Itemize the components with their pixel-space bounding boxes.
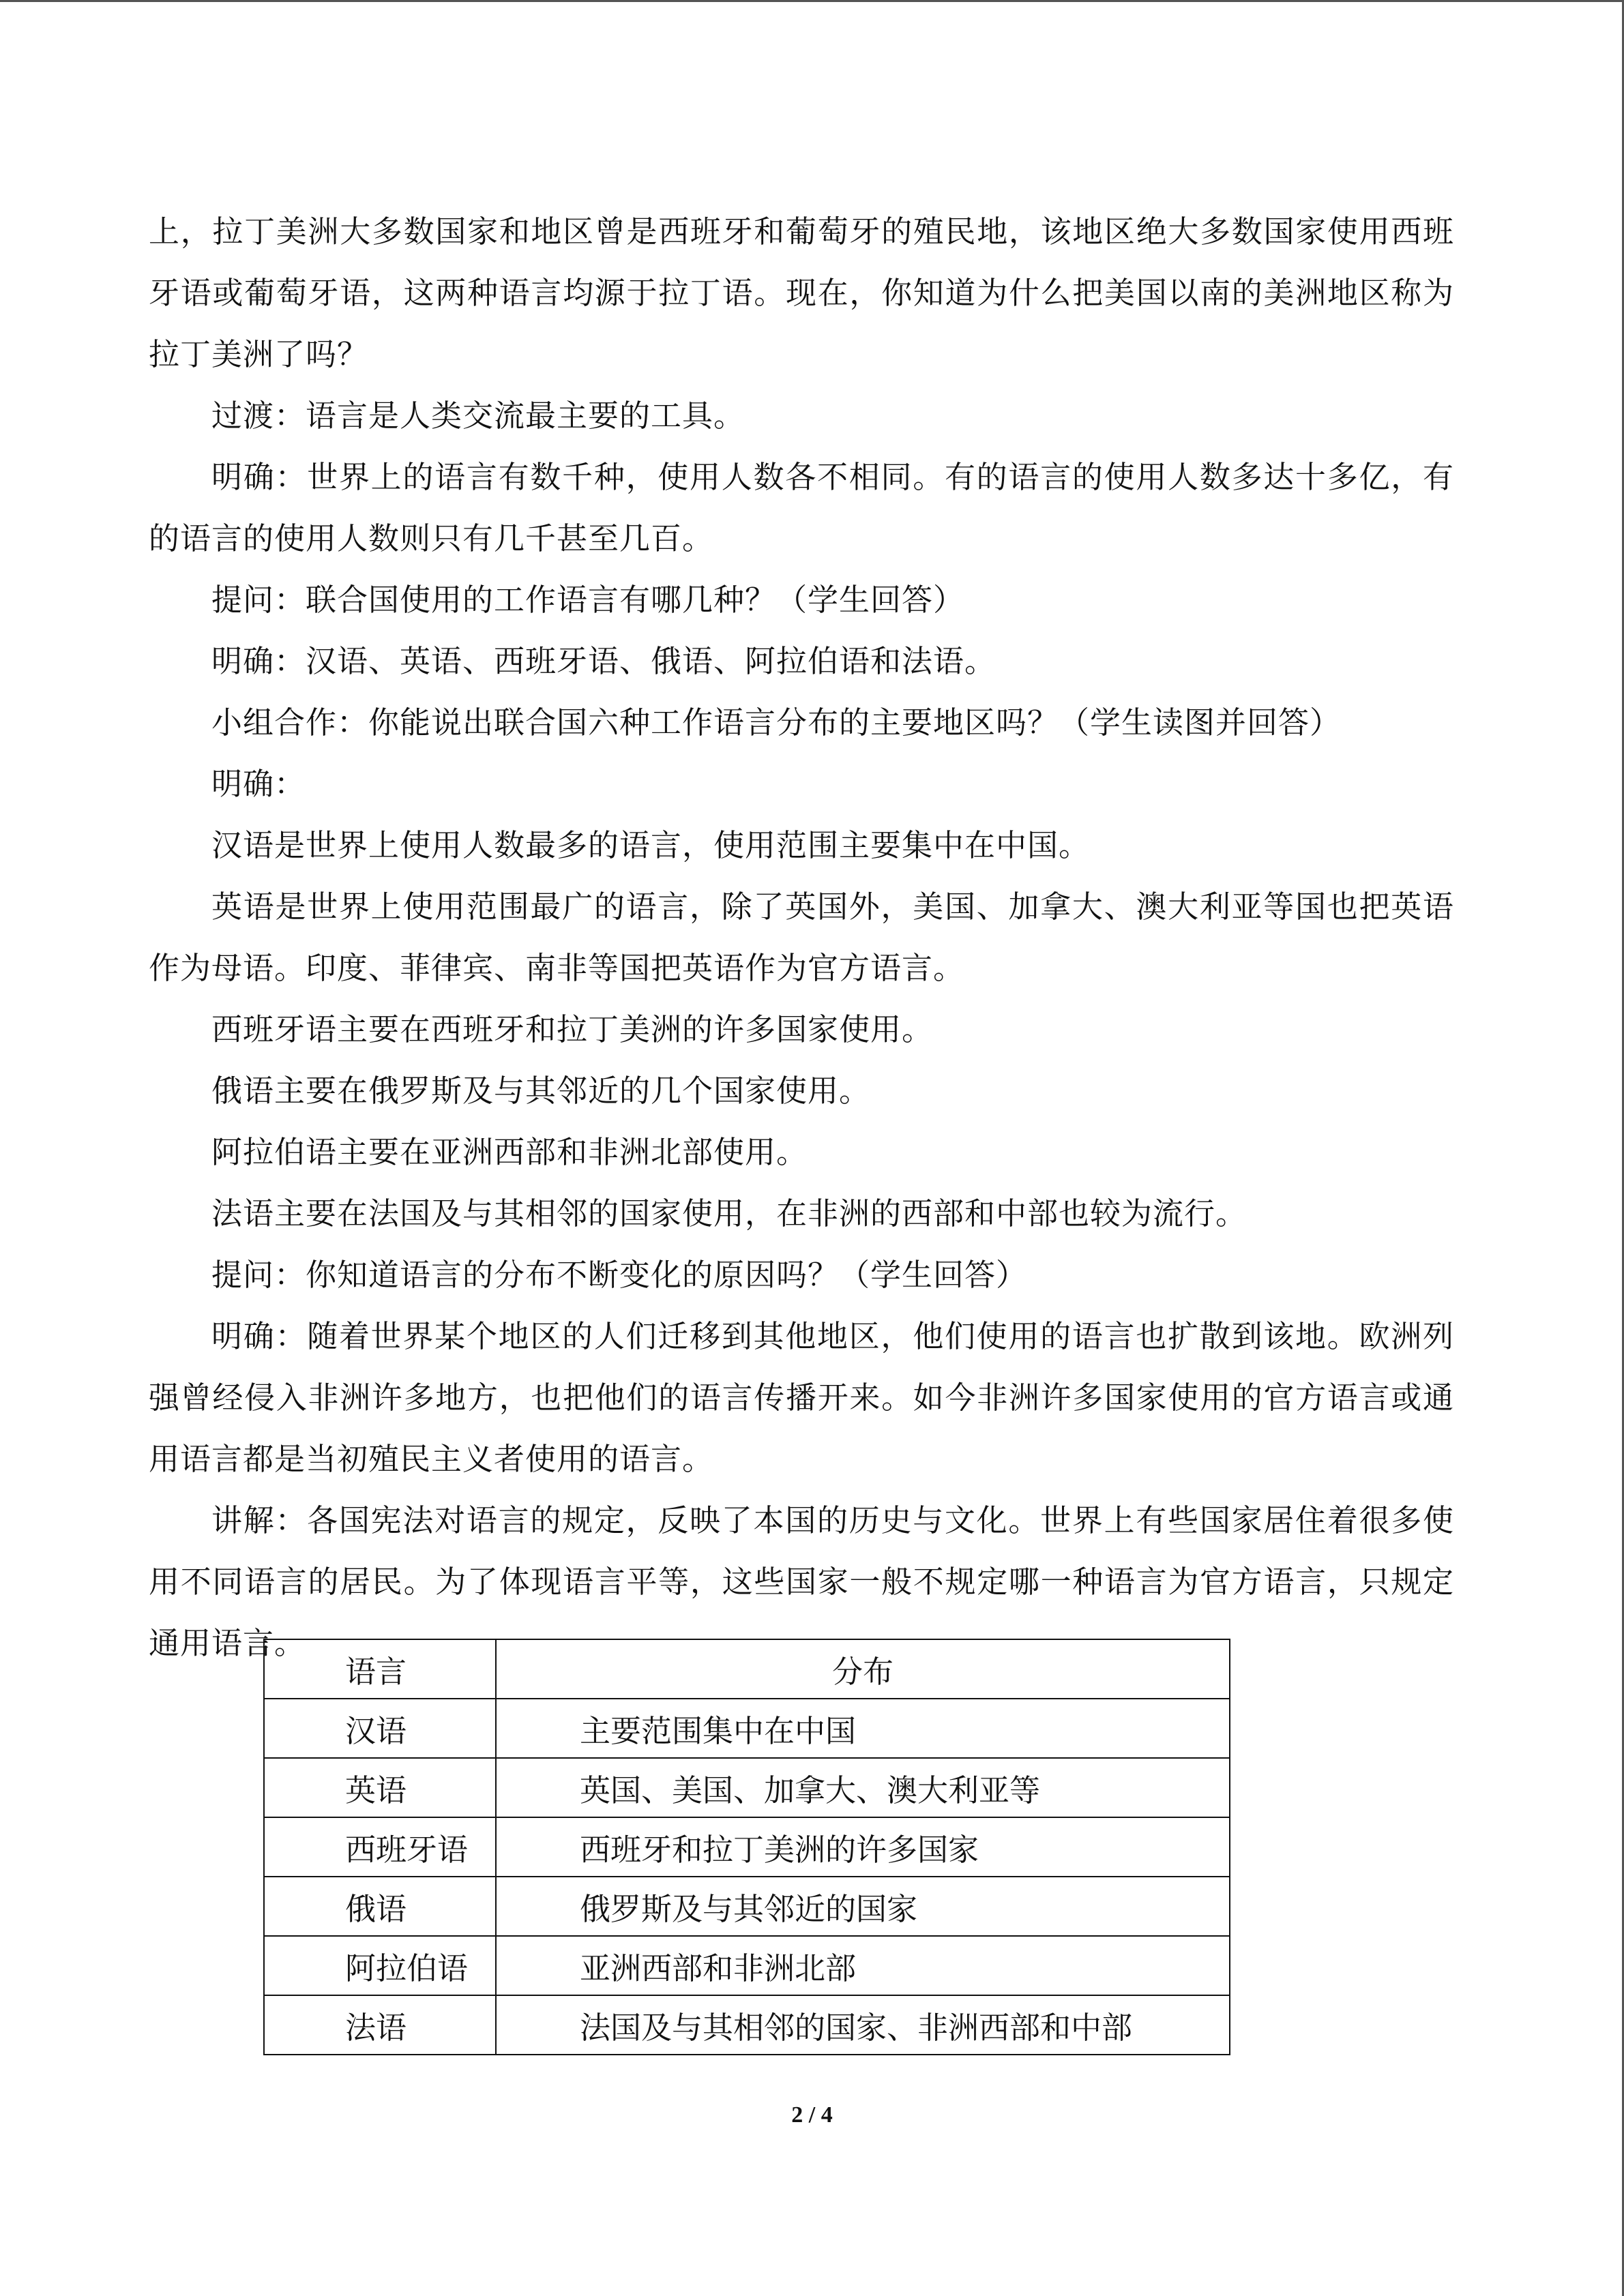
cell-language: 英语 — [264, 1758, 496, 1817]
header-distribution: 分布 — [496, 1639, 1230, 1699]
table-row — [264, 1699, 1230, 1758]
cell-distribution: 西班牙和拉丁美洲的许多国家 — [496, 1817, 1230, 1877]
paragraph: 明确：随着世界某个地区的人们迁移到其他地区，他们使用的语言也扩散到该地。欧洲列强曾经侵入非洲许多地方，也把他们的语言传播开来。如今非洲许多国家使用的官方语言或通用语言都是当初殖民主义者使用的语言。 — [149, 1318, 1454, 1477]
cell-distribution: 法国及与其相邻的国家、非洲西部和中部 — [496, 1995, 1230, 2055]
paragraph: 讲解：各国宪法对语言的规定，反映了本国的历史与文化。世界上有些国家居住着很多使用不同语言的居民。为了体现语言平等，这些国家一般不规定哪一种语言为官方语言，只规定通用语言。 — [149, 1502, 1454, 1661]
cell-language: 俄语 — [264, 1877, 496, 1936]
table-row — [264, 1995, 1230, 2055]
paragraph: 明确：世界上的语言有数千种，使用人数各不相同。有的语言的使用人数多达十多亿，有的语言的使用人数则只有几千甚至几百。 — [149, 459, 1454, 556]
paragraph: 明确： — [211, 766, 306, 802]
body-text — [149, 201, 1454, 1674]
cell-distribution: 英国、美国、加拿大、澳大利亚等 — [496, 1758, 1230, 1817]
cell-language: 汉语 — [264, 1699, 496, 1758]
cell-language: 西班牙语 — [264, 1817, 496, 1877]
header-language: 语言 — [264, 1639, 496, 1699]
paragraph: 过渡：语言是人类交流最主要的工具。 — [211, 398, 745, 434]
table-row — [264, 1936, 1230, 1995]
language-distribution-table — [263, 1639, 1230, 2055]
paragraph: 西班牙语主要在西班牙和拉丁美洲的许多国家使用。 — [211, 1011, 934, 1047]
language-distribution-table-wrap — [263, 1639, 1230, 2055]
paragraph: 提问：你知道语言的分布不断变化的原因吗？（学生回答） — [211, 1257, 1028, 1293]
paragraph: 提问：联合国使用的工作语言有哪几种？（学生回答） — [211, 582, 965, 618]
page-number: 2 / 4 — [791, 2102, 833, 2128]
table-header-row — [264, 1639, 1230, 1699]
cell-distribution: 主要范围集中在中国 — [496, 1699, 1230, 1758]
cell-language: 法语 — [264, 1995, 496, 2055]
paragraph: 英语是世界上使用范围最广的语言，除了英国外，美国、加拿大、澳大利亚等国也把英语作为母语。印度、菲律宾、南非等国把英语作为官方语言。 — [149, 889, 1454, 986]
paragraph: 明确：汉语、英语、西班牙语、俄语、阿拉伯语和法语。 — [211, 643, 996, 679]
table-row — [264, 1817, 1230, 1877]
cell-distribution: 俄罗斯及与其邻近的国家 — [496, 1877, 1230, 1936]
paragraph: 俄语主要在俄罗斯及与其邻近的几个国家使用。 — [211, 1073, 871, 1109]
paragraph: 法语主要在法国及与其相邻的国家使用，在非洲的西部和中部也较为流行。 — [211, 1195, 1247, 1232]
table-row — [264, 1877, 1230, 1936]
paragraph: 汉语是世界上使用人数最多的语言，使用范围主要集中在中国。 — [211, 827, 1091, 863]
paragraph: 小组合作：你能说出联合国六种工作语言分布的主要地区吗？（学生读图并回答） — [211, 704, 1342, 741]
table-row — [264, 1758, 1230, 1817]
paragraph: 阿拉伯语主要在亚洲西部和非洲北部使用。 — [211, 1134, 808, 1170]
paragraph: 上，拉丁美洲大多数国家和地区曾是西班牙和葡萄牙的殖民地，该地区绝大多数国家使用西班牙语或葡萄牙语，这两种语言均源于拉丁语。现在，你知道为什么把美国以南的美洲地区称为拉丁美洲了吗？ — [149, 213, 1454, 372]
cell-language: 阿拉伯语 — [264, 1936, 496, 1995]
cell-distribution: 亚洲西部和非洲北部 — [496, 1936, 1230, 1995]
